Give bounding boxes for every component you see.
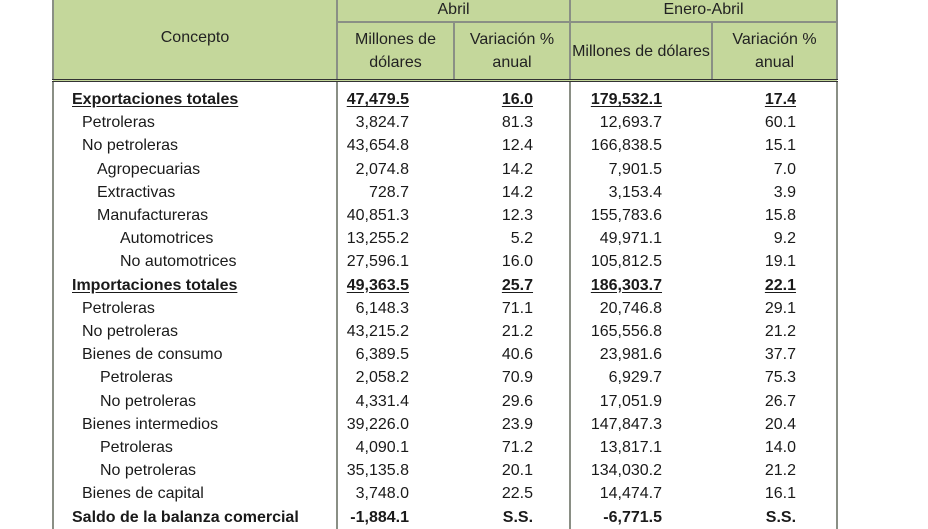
abril-millones: -1,884.1 xyxy=(350,508,409,526)
abril-variacion: 23.9 xyxy=(454,413,570,436)
enero-abril-variacion: 19.1 xyxy=(712,250,837,273)
table-row xyxy=(53,413,837,436)
abril-millones: 2,058.2 xyxy=(355,369,409,387)
abril-millones: 43,654.8 xyxy=(346,137,409,155)
abril-variacion: 20.1 xyxy=(454,459,570,482)
enero-abril-millones: 165,556.8 xyxy=(590,323,663,341)
abril-millones: 6,148.3 xyxy=(355,299,409,317)
row-label: Bienes de consumo xyxy=(53,343,337,366)
abril-variacion: 21.2 xyxy=(454,320,570,343)
abril-millones: 4,090.1 xyxy=(355,439,409,457)
row-label: Agropecuarias xyxy=(53,158,337,181)
abril-variacion: 16.0 xyxy=(454,250,570,273)
enero-abril-millones: 23,981.6 xyxy=(599,346,663,364)
enero-abril-millones: -6,771.5 xyxy=(603,508,663,526)
enero-abril-variacion: 15.8 xyxy=(712,204,837,227)
table-row xyxy=(53,436,837,459)
row-label: Automotrices xyxy=(53,227,337,250)
table-row xyxy=(53,181,837,204)
enero-abril-variacion: 29.1 xyxy=(712,297,837,320)
abril-variacion: 81.3 xyxy=(454,111,570,134)
abril-variacion: 70.9 xyxy=(454,366,570,389)
table-row xyxy=(53,134,837,157)
row-label: Petroleras xyxy=(53,366,337,389)
abril-variacion: 22.5 xyxy=(454,482,570,505)
abril-variacion: 71.1 xyxy=(454,297,570,320)
abril-variacion: 16.0 xyxy=(454,81,570,112)
header-concepto: Concepto xyxy=(53,0,337,81)
enero-abril-variacion: 16.1 xyxy=(712,482,837,505)
enero-abril-variacion: 20.4 xyxy=(712,413,837,436)
abril-variacion: 12.4 xyxy=(454,134,570,157)
abril-millones: 43,215.2 xyxy=(346,323,409,341)
header-enero-abril-variacion: Variación % anual xyxy=(712,22,837,81)
row-label: No automotrices xyxy=(53,250,337,273)
trade-balance-table-container xyxy=(52,0,836,529)
enero-abril-millones: 14,474.7 xyxy=(599,485,663,503)
table-row xyxy=(53,506,837,529)
table-row xyxy=(53,390,837,413)
enero-abril-millones: 155,783.6 xyxy=(590,207,663,225)
row-label: Petroleras xyxy=(53,111,337,134)
abril-variacion: 14.2 xyxy=(454,181,570,204)
abril-millones: 27,596.1 xyxy=(346,253,409,271)
trade-balance-table xyxy=(52,0,838,529)
row-label: Manufactureras xyxy=(53,204,337,227)
enero-abril-variacion: 17.4 xyxy=(712,81,837,112)
abril-millones: 728.7 xyxy=(368,183,409,201)
row-label: No petroleras xyxy=(53,134,337,157)
row-label: Importaciones totales xyxy=(53,274,337,297)
table-row xyxy=(53,204,837,227)
table-row xyxy=(53,459,837,482)
header-abril-variacion: Variación % anual xyxy=(454,22,570,81)
enero-abril-variacion: 26.7 xyxy=(712,390,837,413)
enero-abril-millones: 13,817.1 xyxy=(599,439,663,457)
table-row xyxy=(53,366,837,389)
row-label: Extractivas xyxy=(53,181,337,204)
table-row xyxy=(53,297,837,320)
abril-variacion: S.S. xyxy=(454,506,570,529)
row-label: Petroleras xyxy=(53,297,337,320)
abril-variacion: 40.6 xyxy=(454,343,570,366)
enero-abril-variacion: 15.1 xyxy=(712,134,837,157)
abril-millones: 40,851.3 xyxy=(346,207,409,225)
abril-millones: 3,824.7 xyxy=(355,114,409,132)
enero-abril-millones: 6,929.7 xyxy=(608,369,663,387)
enero-abril-variacion: 7.0 xyxy=(712,158,837,181)
table-row xyxy=(53,482,837,505)
table-row xyxy=(53,250,837,273)
abril-millones: 49,363.5 xyxy=(346,276,409,294)
row-label: Petroleras xyxy=(53,436,337,459)
abril-variacion: 71.2 xyxy=(454,436,570,459)
enero-abril-millones: 20,746.8 xyxy=(599,299,663,317)
enero-abril-variacion: S.S. xyxy=(712,506,837,529)
table-row xyxy=(53,343,837,366)
abril-millones: 39,226.0 xyxy=(346,415,409,433)
enero-abril-millones: 49,971.1 xyxy=(599,230,663,248)
abril-variacion: 25.7 xyxy=(454,274,570,297)
enero-abril-variacion: 75.3 xyxy=(712,366,837,389)
enero-abril-millones: 17,051.9 xyxy=(599,392,663,410)
table-row xyxy=(53,274,837,297)
enero-abril-variacion: 21.2 xyxy=(712,459,837,482)
row-label: Saldo de la balanza comercial xyxy=(53,506,337,529)
enero-abril-variacion: 22.1 xyxy=(712,274,837,297)
header-abril-millones: Millones de dólares xyxy=(337,22,454,81)
row-label: Exportaciones totales xyxy=(53,81,337,112)
row-label: Bienes intermedios xyxy=(53,413,337,436)
enero-abril-variacion: 60.1 xyxy=(712,111,837,134)
enero-abril-millones: 12,693.7 xyxy=(599,114,663,132)
enero-abril-millones: 186,303.7 xyxy=(590,276,663,294)
abril-variacion: 5.2 xyxy=(454,227,570,250)
abril-millones: 6,389.5 xyxy=(355,346,409,364)
table-row xyxy=(53,111,837,134)
row-label: No petroleras xyxy=(53,459,337,482)
header-enero-abril-millones: Millones de dólares xyxy=(570,22,712,81)
enero-abril-millones: 166,838.5 xyxy=(590,137,663,155)
table-body xyxy=(53,81,837,529)
table-row xyxy=(53,81,837,112)
header-group-enero-abril: Enero-Abril xyxy=(570,0,837,22)
table-row xyxy=(53,320,837,343)
enero-abril-millones: 105,812.5 xyxy=(590,253,663,271)
enero-abril-millones: 134,030.2 xyxy=(590,462,663,480)
table-row xyxy=(53,227,837,250)
abril-millones: 35,135.8 xyxy=(346,462,409,480)
row-label: No petroleras xyxy=(53,320,337,343)
abril-millones: 13,255.2 xyxy=(346,230,409,248)
enero-abril-variacion: 3.9 xyxy=(712,181,837,204)
enero-abril-millones: 147,847.3 xyxy=(590,415,663,433)
abril-variacion: 14.2 xyxy=(454,158,570,181)
enero-abril-variacion: 9.2 xyxy=(712,227,837,250)
enero-abril-millones: 3,153.4 xyxy=(608,183,663,201)
table-row xyxy=(53,158,837,181)
abril-millones: 4,331.4 xyxy=(355,392,409,410)
enero-abril-variacion: 14.0 xyxy=(712,436,837,459)
row-label: Bienes de capital xyxy=(53,482,337,505)
header-group-abril: Abril xyxy=(337,0,570,22)
enero-abril-variacion: 37.7 xyxy=(712,343,837,366)
abril-variacion: 12.3 xyxy=(454,204,570,227)
abril-millones: 2,074.8 xyxy=(355,160,409,178)
enero-abril-millones: 179,532.1 xyxy=(590,91,663,108)
enero-abril-variacion: 21.2 xyxy=(712,320,837,343)
abril-millones: 3,748.0 xyxy=(355,485,409,503)
abril-variacion: 29.6 xyxy=(454,390,570,413)
abril-millones: 47,479.5 xyxy=(346,91,409,108)
row-label: No petroleras xyxy=(53,390,337,413)
enero-abril-millones: 7,901.5 xyxy=(608,160,663,178)
